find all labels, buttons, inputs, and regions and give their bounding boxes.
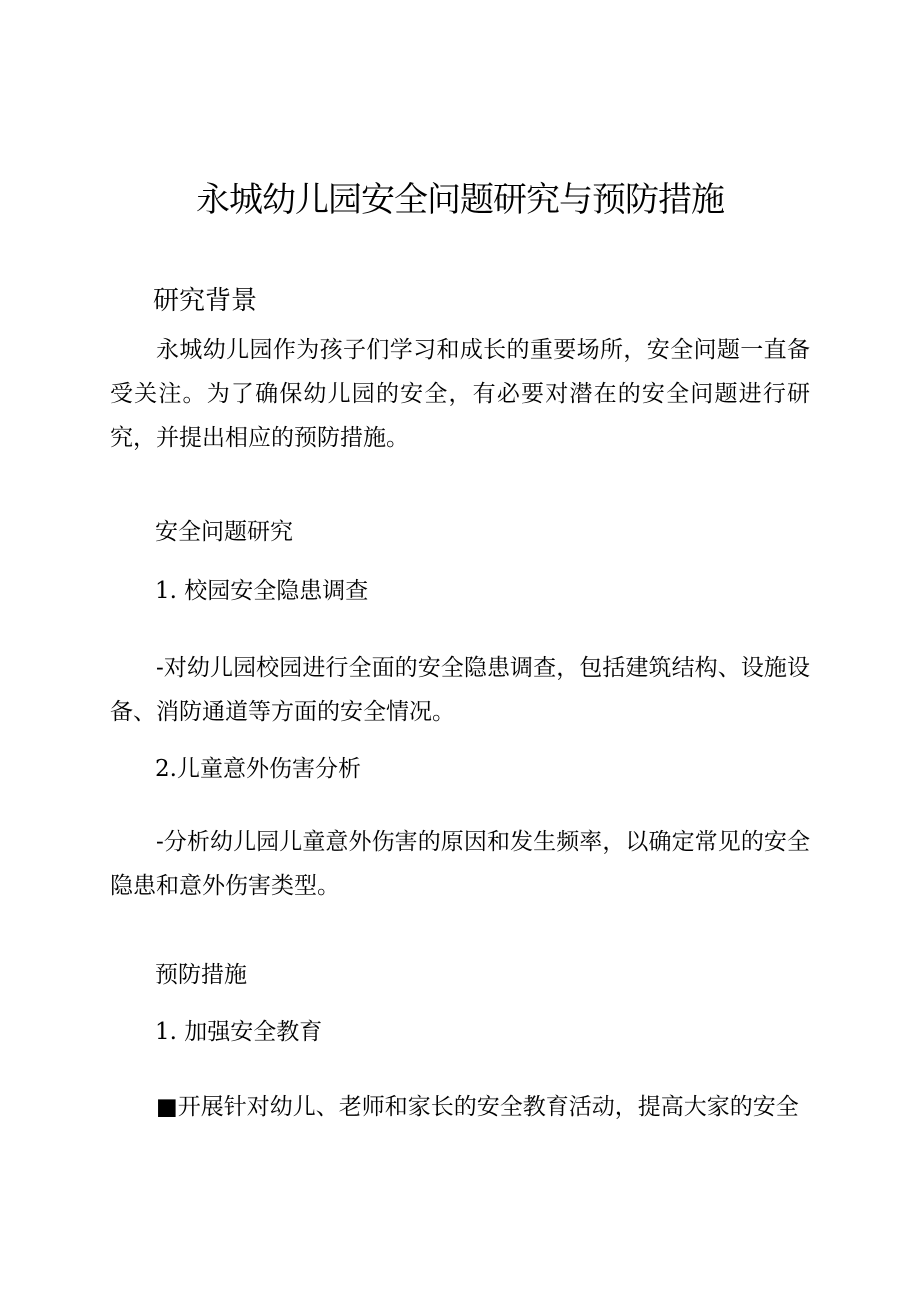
research-item2-title: 2.儿童意外伤害分析 <box>155 756 361 782</box>
research-heading: 安全问题研究 <box>155 519 293 545</box>
background-paragraph: 永城幼儿园作为孩子们学习和成长的重要场所，安全问题一直备受关注。为了确保幼儿园的安全，有必要对潜在的安全问题进行研究，并提出相应的预防措施。 <box>110 337 810 451</box>
research-item1-title: 1. 校园安全隐患调查 <box>155 578 369 604</box>
research-item1-text: -对幼儿园校园进行全面的安全隐患调查，包括建筑结构、设施设备、消防通道等方面的安全情况。 <box>110 655 810 725</box>
background-heading: 研究背景 <box>153 286 258 316</box>
prevention-item1-text: ■开展针对幼儿、老师和家长的安全教育活动，提高大家的安全 <box>156 1094 799 1120</box>
research-item2-text: -分析幼儿园儿童意外伤害的原因和发生频率，以确定常见的安全隐患和意外伤害类型。 <box>110 829 810 899</box>
document-title: 永城幼儿园安全问题研究与预防措施 <box>196 180 724 220</box>
prevention-item1-title: 1. 加强安全教育 <box>155 1019 323 1045</box>
prevention-heading: 预防措施 <box>155 962 247 988</box>
